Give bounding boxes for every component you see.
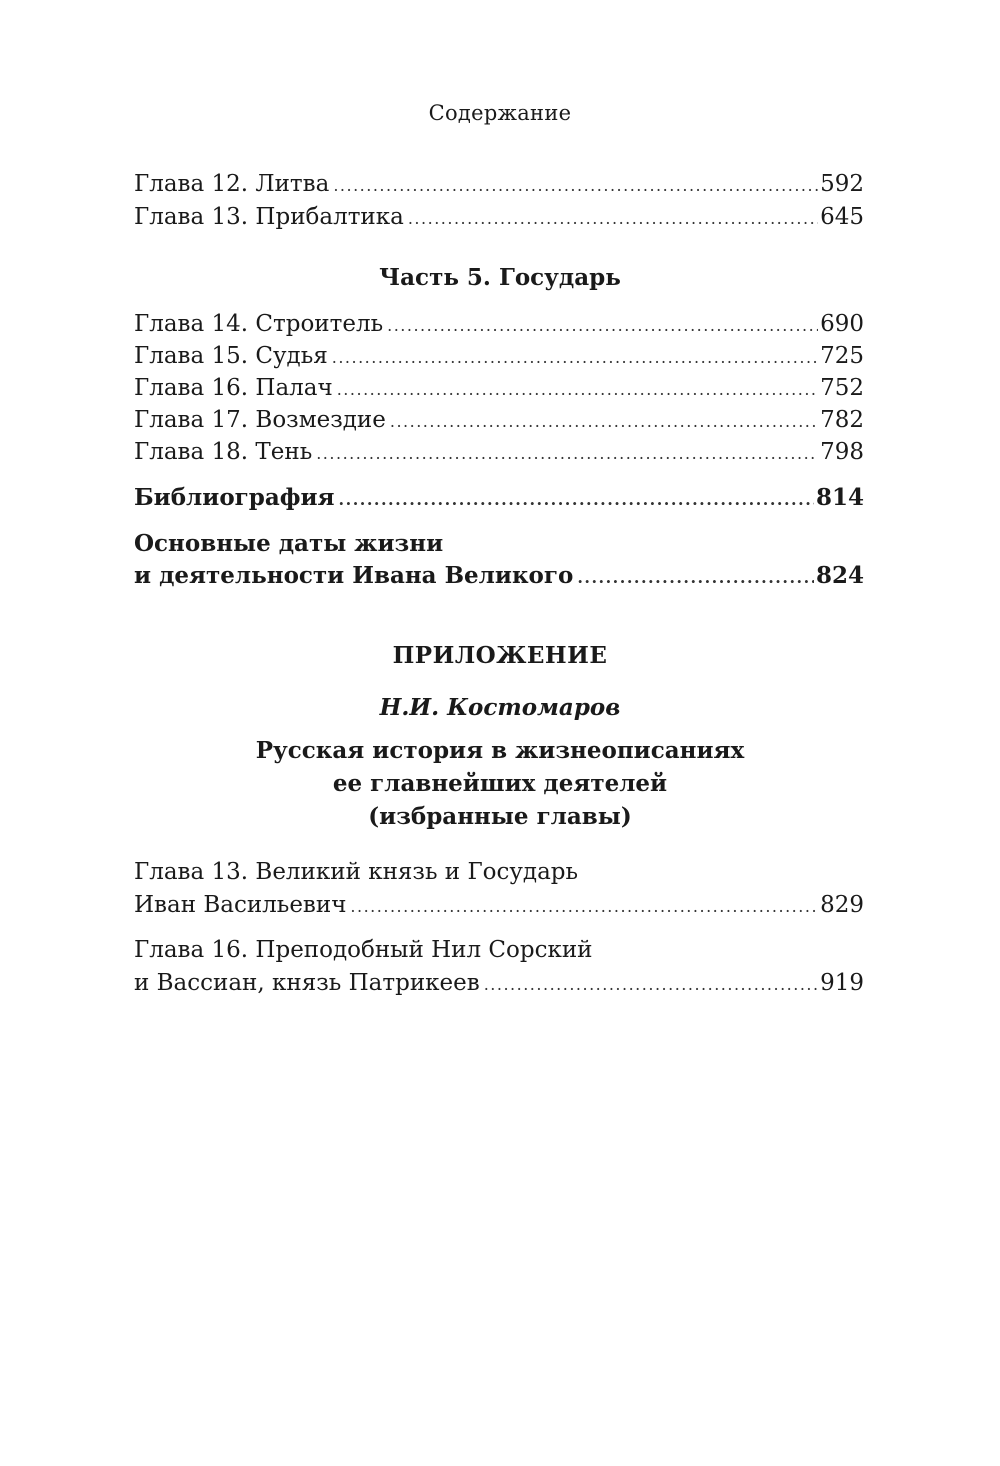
leader-dots [333, 170, 818, 202]
leader-dots [390, 406, 818, 438]
appendix-entry[interactable] [134, 889, 864, 921]
toc-entry-title: Библиография [134, 484, 335, 511]
toc-entry-title: Глава 13. Прибалтика [134, 204, 404, 230]
leader-dots [337, 374, 818, 406]
appendix-title-line2: ее главнейших деятелей [332, 770, 668, 797]
toc-entry-page: 690 [820, 311, 864, 337]
toc-entry-page: 592 [820, 171, 864, 197]
toc-entry-bibliography[interactable] [134, 482, 864, 514]
toc-entry-title: Глава 15. Судья [134, 343, 328, 369]
toc-entry-page: 782 [820, 407, 864, 433]
appendix-entry-line1: Глава 16. Преподобный Нил Сорский [134, 937, 593, 963]
toc-entry-page: 829 [820, 892, 864, 918]
toc-entry-dates[interactable] [134, 560, 864, 592]
leader-dots [484, 969, 818, 1001]
toc-entry[interactable] [134, 436, 864, 468]
leader-dots [332, 342, 818, 374]
toc-entry-title: Глава 12. Литва [134, 171, 330, 197]
appendix-author: Н.И. Костомаров [379, 694, 621, 721]
appendix-heading: ПРИЛОЖЕНИЕ [392, 642, 608, 669]
appendix-entry[interactable] [134, 967, 864, 999]
toc-entry-page: 725 [820, 343, 864, 369]
toc-entry-page: 798 [820, 439, 864, 465]
toc-entry-title: Глава 18. Тень [134, 439, 313, 465]
part-heading: Часть 5. Государь [379, 264, 621, 291]
toc-entry-title: Глава 17. Возмездие [134, 407, 386, 433]
leader-dots [316, 438, 818, 470]
toc-entry[interactable] [134, 404, 864, 436]
toc-entry-page: 645 [820, 204, 864, 230]
leader-dots [339, 484, 814, 516]
toc-entry-page: 814 [815, 484, 864, 511]
leader-dots [350, 891, 818, 923]
toc-entry[interactable] [134, 372, 864, 404]
toc-entry[interactable] [134, 168, 864, 200]
toc-entry-title: Иван Васильевич [134, 892, 347, 918]
appendix-title-line3: (избранные главы) [368, 803, 632, 830]
toc-entry[interactable] [134, 201, 864, 233]
leader-dots [408, 203, 818, 235]
toc-entry[interactable] [134, 308, 864, 340]
toc-entry-title: Глава 16. Палач [134, 375, 333, 401]
toc-entry-title: и Вассиан, князь Патрикеев [134, 970, 480, 996]
toc-entry-page: 824 [815, 562, 864, 589]
toc-entry-title: Глава 14. Строитель [134, 311, 384, 337]
toc-entry[interactable] [134, 340, 864, 372]
toc-entry-title: и деятельности Ивана Великого [134, 562, 574, 589]
appendix-title-line1: Русская история в жизнеописаниях [255, 737, 745, 764]
toc-entry-dates-line1: Основные даты жизни [134, 530, 444, 557]
leader-dots [387, 310, 818, 342]
leader-dots [577, 562, 814, 594]
toc-entry-page: 919 [820, 970, 864, 996]
appendix-entry-line1: Глава 13. Великий князь и Государь [134, 859, 579, 885]
toc-entry-page: 752 [820, 375, 864, 401]
running-head: Содержание [428, 101, 572, 125]
